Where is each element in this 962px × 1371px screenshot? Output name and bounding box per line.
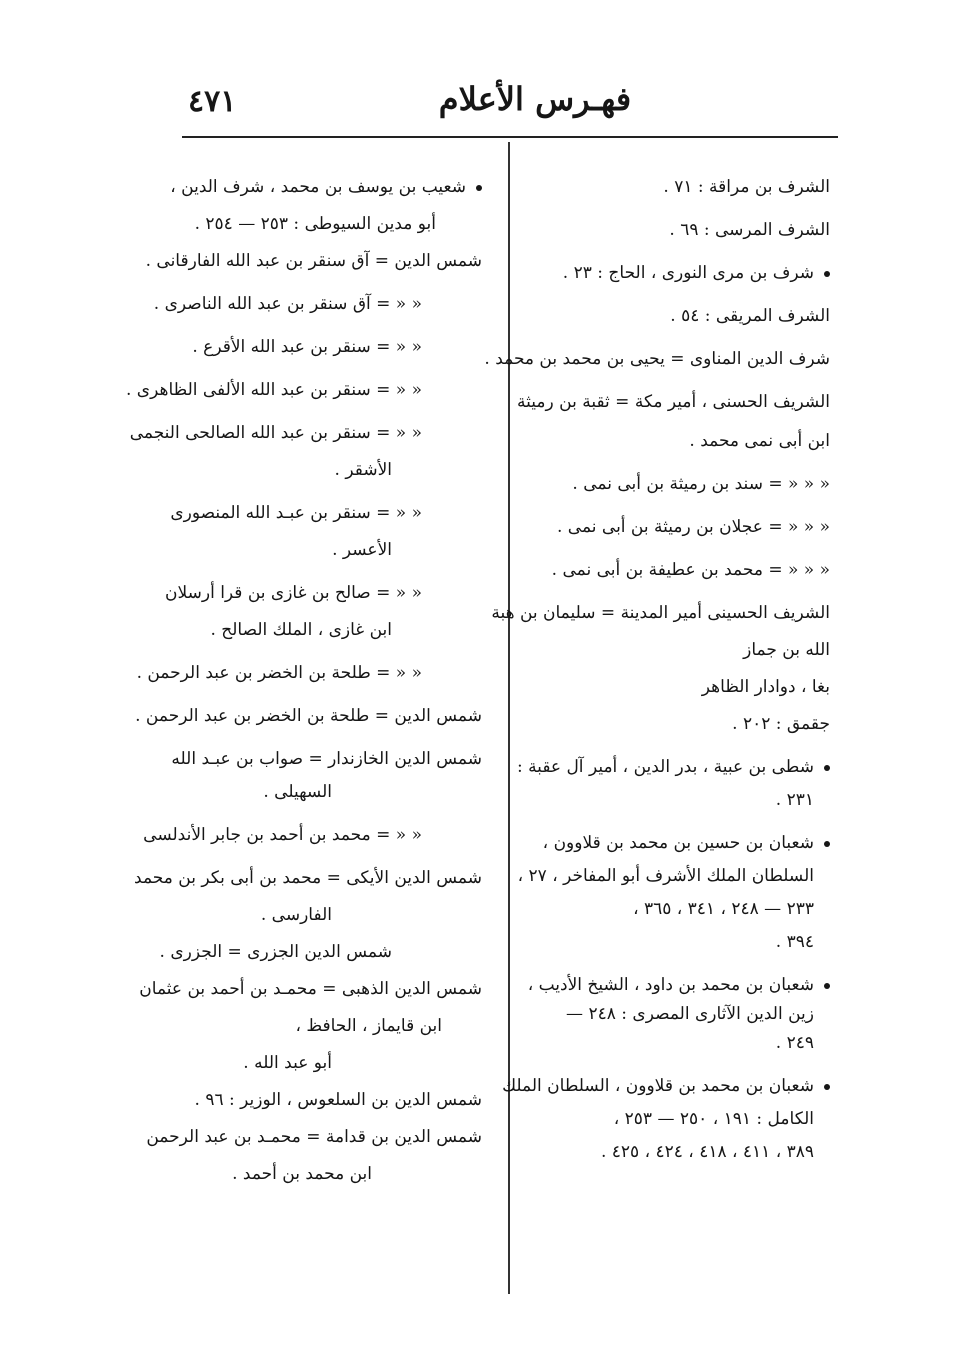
index-entry [516, 756, 830, 812]
index-entry [524, 516, 830, 539]
index-entry [524, 176, 830, 199]
entry-line: شمس الدين بن قدامة = محمـد بن عبد الرحمن [146, 1127, 482, 1147]
index-entry [524, 473, 830, 496]
index-entry [164, 582, 482, 642]
page-number: ٤٧١ [188, 84, 237, 119]
entry-line: الشرف المرسى : ٦٩ . [669, 220, 830, 240]
entry-line: شعبان بن محمد بن داود ، الشيخ الأديب ، [527, 975, 814, 995]
entry-line: « « = سنقر بن عبـد الله المنصورى [170, 503, 422, 523]
entry-line: « « « = سند بن رميثة بن أبى نمى . [572, 474, 830, 494]
index-entry [129, 422, 482, 482]
index-entry [170, 502, 482, 562]
entry-line: شمس الدين = طلحة بن الخضر بن عبد الرحمن . [135, 706, 482, 726]
entry-line: شمس الدين الخازندار = صواب بن عبـد الله [171, 749, 482, 769]
index-entry [146, 1126, 482, 1186]
entry-line: ابن محمد بن أحمد . [232, 1164, 372, 1184]
entry-line: شرف الدين المناوى = يحيى بن محمد بن محمد . [484, 349, 830, 369]
entry-line: شمس الدين بن السلعوس ، الوزير : ٩٦ . [194, 1090, 482, 1110]
index-entry [143, 824, 482, 847]
index-entry [524, 219, 830, 242]
entry-line: ابن غازى ، الملك الصالح . [210, 620, 392, 640]
index-entry [502, 1075, 830, 1164]
index-entry [176, 336, 482, 359]
entry-line: « « = سنقر بن عبد الله الصالحى النجمى [129, 423, 422, 443]
entry-line: شمس الدين الأيكى = محمد بن أبى بكر بن محمد [134, 868, 482, 888]
entry-line: السهيلى . [263, 782, 332, 802]
index-entry [134, 867, 482, 927]
index-entry [524, 305, 830, 328]
index-entry [126, 379, 482, 402]
index-entry [491, 602, 830, 662]
left-column [126, 176, 482, 1186]
entry-line: ٢٣٣ — ٢٤٨ ، ٣٤١ ، ٣٦٥ ، [633, 899, 814, 919]
running-title: فهـرس الأعلام [438, 80, 632, 118]
entry-line: الكامل : ١٩١ ، ٢٥٠ — ٢٥٣ ، [613, 1109, 814, 1129]
entry-line: « « « = محمد بن عطيفة بن أبى نمى . [551, 560, 830, 580]
index-entry [136, 662, 482, 685]
entry-line: « « = صالح بن غازى بن قرا أرسلان [164, 583, 422, 603]
index-entry [517, 832, 830, 954]
bullet-icon [824, 271, 830, 277]
index-entry [145, 250, 482, 273]
entry-line: ٢٤٩ . [775, 1033, 814, 1053]
entry-line: ابن أبى نمى محمد . [689, 431, 830, 451]
index-entry [524, 262, 830, 285]
entry-line: شمس الدين الذهبى = محمـد بن أحمد بن عثمان [139, 979, 482, 999]
entry-line: بغا ، دوادار الظاهر [701, 677, 830, 697]
entry-line: شعيب بن يوسف بن محمد ، شرف الدين ، [170, 177, 466, 197]
header-rule [182, 136, 838, 138]
entry-line: الشرف المريقى : ٥٤ . [670, 306, 830, 326]
entry-line: ابن قايماز ، الحافظ ، [295, 1016, 442, 1036]
entry-line: الفارسى . [260, 905, 332, 925]
bullet-icon [824, 1084, 830, 1090]
entry-line: زين الدين الآثارى المصرى : ٢٤٨ — [566, 1004, 814, 1024]
entry-line: الشريف الحسينى أمير المدينة = سليمان بن هبة [491, 603, 830, 623]
bullet-icon [824, 765, 830, 771]
entry-line: « « = طلحة بن الخضر بن عبد الرحمن . [136, 663, 422, 683]
entry-line: « « = سنقر بن عبد الله الألفى الظاهرى . [126, 380, 422, 400]
index-entry [524, 559, 830, 582]
entry-line: الشريف الحسنى ، أمير مكة = ثقبة بن رميثة [517, 392, 830, 412]
entry-line: السلطان الملك الأشرف أبو المفاخر ، ٢٧ ، [517, 866, 814, 886]
entry-line: شمس الدين = آق سنقر بن عبد الله الفارقانى . [145, 251, 482, 271]
entry-line: « « « = عجلان بن رميثة بن أبى نمى . [556, 517, 830, 537]
entry-line: ٢٣١ . [775, 790, 814, 810]
right-column [484, 176, 830, 1164]
index-entry [135, 705, 482, 728]
entry-line: شعبان بن حسين بن محمد بن قلاوون ، [542, 833, 814, 853]
entry-line: « « = سنقر بن عبد الله الأقرع . [192, 337, 422, 357]
entry-line: ٣٩٤ . [775, 932, 814, 952]
index-entry [484, 348, 830, 371]
bullet-icon [824, 841, 830, 847]
index-entry [139, 978, 482, 1075]
bullet-icon [824, 983, 830, 989]
entry-line: الشرف بن مراقة : ٧١ . [663, 177, 830, 197]
entry-line: أبو مدين السيوطى : ٢٥٣ — ٢٥٤ . [194, 214, 436, 234]
index-entry [171, 748, 482, 804]
entry-line: شعبان بن محمد بن قلاوون ، السلطان الملك [502, 1076, 814, 1096]
entry-line: الله بن جماز [743, 640, 830, 660]
index-entry [524, 974, 830, 1055]
entry-line: أبو عبد الله . [243, 1053, 332, 1073]
index-entry [170, 176, 482, 236]
index-entry [153, 293, 482, 316]
column-divider [508, 142, 510, 1294]
bullet-icon [476, 185, 482, 191]
index-entry [176, 1089, 482, 1112]
entry-line: شمس الدين الجزرى = الجزرى . [159, 942, 392, 962]
index-entry [159, 941, 482, 964]
index-entry [517, 391, 830, 453]
entry-line: « « = آق سنقر بن عبد الله الناصرى . [153, 294, 422, 314]
entry-line: الأعسر . [332, 540, 392, 560]
entry-line: الأشقر . [334, 460, 392, 480]
index-entry [524, 676, 830, 736]
entry-line: « « = محمد بن أحمد بن جابر الأندلسى [143, 825, 422, 845]
entry-line: شرف بن مرى النورى ، الحاج : ٢٣ . [562, 263, 814, 283]
entry-line: ٣٨٩ ، ٤١١ ، ٤١٨ ، ٤٢٤ ، ٤٢٥ . [600, 1142, 814, 1162]
entry-line: شطى بن عبية ، بدر الدين ، أمير آل عقبة : [516, 757, 814, 777]
entry-line: جقمق : ٢٠٢ . [732, 714, 830, 734]
